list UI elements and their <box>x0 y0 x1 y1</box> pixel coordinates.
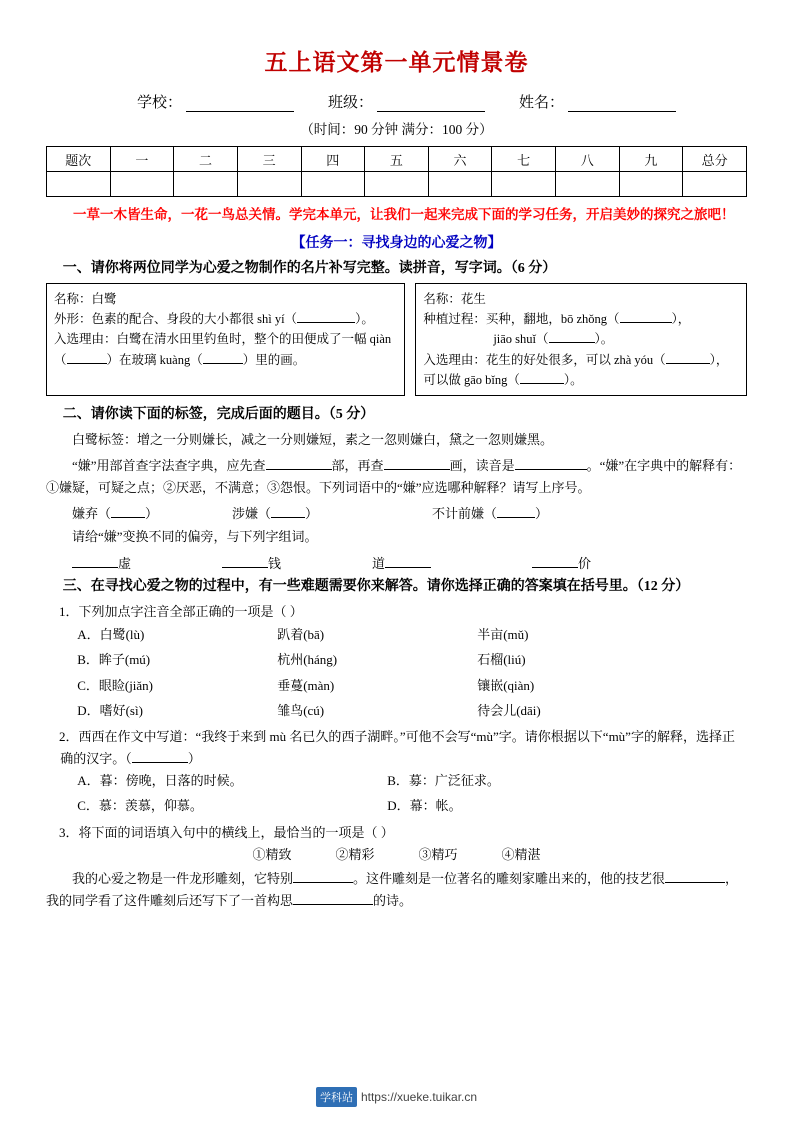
option-d3[interactable]: 待会儿(dāi) <box>477 703 541 719</box>
q3-item3-options <box>46 843 747 868</box>
radical-item: 虚 <box>72 553 222 572</box>
q3-item2-stem: 2．西西在作文中写道：“我终于来到 mù 名已久的西子湖畔。”可他不会写“mù”字。请你根据以下“mù”字的解释，选择正确的汉字。（ ） <box>59 729 735 766</box>
class-field <box>328 91 485 112</box>
school-label: 学校： <box>136 95 182 111</box>
score-header-cell: 五 <box>365 147 429 172</box>
option-d2[interactable]: 雏鸟(cú) <box>277 703 325 719</box>
answer-blank[interactable] <box>203 363 243 364</box>
answer-blank[interactable] <box>132 762 188 763</box>
table-row-headers <box>47 147 747 172</box>
score-value-cell[interactable] <box>110 172 174 197</box>
score-header-cell: 八 <box>556 147 620 172</box>
score-value-cell[interactable] <box>619 172 683 197</box>
score-value-cell[interactable] <box>365 172 429 197</box>
card-name-line: 名称：白鹭 <box>54 291 117 306</box>
question-3-heading: 三、在寻找心爱之物的过程中，有一些难题需要你来解答。请你选择正确的答案填在括号里。（12 分） <box>62 578 690 594</box>
q3-item1-stem: 1．下列加点字注音全部正确的一项是（ ） <box>59 603 303 619</box>
option-b[interactable]: B．募：广泛征求。 <box>387 773 500 789</box>
answer-blank[interactable] <box>222 567 268 568</box>
score-value-cell[interactable] <box>301 172 365 197</box>
site-logo: 学科站 <box>316 1087 357 1107</box>
answer-blank[interactable] <box>532 567 578 568</box>
q3-item1-row <box>46 673 747 698</box>
word-item: 涉嫌（ ） <box>232 506 319 522</box>
option-1[interactable]: ①精致 <box>252 847 292 863</box>
answer-blank[interactable] <box>515 469 587 470</box>
q3-item1-row <box>46 622 747 647</box>
name-card-peanut <box>415 283 747 396</box>
card-shape-line: 外形：色素的配合、身段的大小都很 shì yí（ ）。 <box>54 312 374 327</box>
school-field <box>137 91 294 112</box>
name-label: 姓名： <box>519 95 565 111</box>
q3-item1-row <box>46 698 747 723</box>
answer-blank[interactable] <box>384 469 450 470</box>
word-item: 不计前嫌（ ） <box>432 506 549 522</box>
answer-blank[interactable] <box>385 567 431 568</box>
score-value-cell[interactable] <box>556 172 620 197</box>
intro-notice: 一草一木皆生命，一花一鸟总关情。学完本单元，让我们一起来完成下面的学习任务，开启美妙的探究之旅吧！ <box>73 207 735 222</box>
answer-blank[interactable] <box>549 342 595 343</box>
score-value-cell[interactable] <box>47 172 111 197</box>
option-d[interactable]: D．嗜好(sì) <box>77 703 143 719</box>
school-input[interactable] <box>186 96 294 112</box>
score-value-cell[interactable] <box>683 172 747 197</box>
question-2-heading: 二、请你读下面的标签，完成后面的题目。（5 分） <box>62 407 375 423</box>
answer-blank[interactable] <box>620 322 672 323</box>
name-field <box>519 91 676 112</box>
answer-blank[interactable] <box>72 567 118 568</box>
score-header-cell: 一 <box>110 147 174 172</box>
name-card-egret <box>46 283 405 396</box>
dictionary-question: “嫌”用部首查字法查字典，应先查 部，再查 画，读音是 。“嫌”在字典中的解释有：①嫌疑，可疑之点；②厌恶，不满意；③怨恨。下列词语中的“嫌”应选哪种解释？请写上序号。 <box>46 457 742 495</box>
question-1-heading: 一、请你将两位同学为心爱之物制作的名片补写完整。读拼音，写字词。（6 分） <box>62 260 557 276</box>
answer-blank[interactable] <box>520 383 564 384</box>
table-row-values <box>47 172 747 197</box>
q3-item2-row <box>46 769 747 794</box>
card-process-line: 种植过程：买种，翻地，bō zhǒng（ ）， <box>423 312 691 327</box>
option-2[interactable]: ②精彩 <box>335 847 375 863</box>
option-a[interactable]: A．白鹭(lù) <box>77 627 145 643</box>
answer-blank[interactable] <box>665 882 725 883</box>
option-4[interactable]: ④精湛 <box>501 847 541 863</box>
task-one-heading: 【任务一：寻找身边的心爱之物】 <box>291 235 502 251</box>
word-item: 嫌弃（ ） <box>72 506 159 522</box>
score-header-cell: 题次 <box>47 147 111 172</box>
card-reason-line: 入选理由：白鹭在清水田里钓鱼时，整个的田便成了一幅 qiàn（ ）在玻璃 kuàng（ ）里的画。 <box>54 332 392 367</box>
radical-item: 道 <box>372 553 532 572</box>
card-reason-line: 入选理由：花生的好处很多，可以 zhà yóu（ ），可以做 gāo bǐng（ ）。 <box>423 352 729 387</box>
exam-subtitle: （时间：90 分钟 满分：100 分） <box>300 122 493 137</box>
answer-blank[interactable] <box>271 517 305 518</box>
option-a2[interactable]: 趴着(bā) <box>277 627 325 643</box>
option-d[interactable]: D．幕：帐。 <box>387 797 462 813</box>
answer-blank[interactable] <box>111 517 145 518</box>
answer-blank[interactable] <box>293 904 373 905</box>
score-value-cell[interactable] <box>492 172 556 197</box>
q3-item2-row <box>46 794 747 819</box>
student-meta-row <box>46 91 747 112</box>
option-c[interactable]: C．慕：羡慕，仰慕。 <box>77 797 203 813</box>
q3-item1-row <box>46 647 747 672</box>
class-label: 班级： <box>327 95 373 111</box>
score-header-cell: 九 <box>619 147 683 172</box>
option-a[interactable]: A．暮：傍晚，日落的时候。 <box>77 773 243 789</box>
name-input[interactable] <box>568 96 676 112</box>
score-header-cell: 四 <box>301 147 365 172</box>
score-header-cell: 二 <box>174 147 238 172</box>
class-input[interactable] <box>377 96 485 112</box>
page-title: 五上语文第一单元情景卷 <box>264 50 529 75</box>
q3-item3-passage: 我的心爱之物是一件龙形雕刻，它特别 。这件雕刻是一位著名的雕刻家雕出来的，他的技艺很 ，我的同学看了这件雕刻后还写下了一首构思 的诗。 <box>46 870 739 909</box>
option-b3[interactable]: 石榴(liú) <box>477 652 526 668</box>
score-table <box>46 146 747 197</box>
footer-watermark <box>0 1087 793 1107</box>
q3-item3-stem: 3．将下面的词语填入句中的横线上，最恰当的一项是（ ） <box>59 824 394 840</box>
option-c2[interactable]: 垂蔓(màn) <box>277 677 335 693</box>
radical-answer-row <box>46 553 747 572</box>
option-c[interactable]: C．眼睑(jiǎn) <box>77 677 154 693</box>
score-header-cell: 三 <box>237 147 301 172</box>
word-meaning-row <box>46 503 747 522</box>
option-b2[interactable]: 杭州(háng) <box>277 652 338 668</box>
score-header-cell: 总分 <box>683 147 747 172</box>
answer-blank[interactable] <box>666 363 710 364</box>
answer-blank[interactable] <box>497 517 535 518</box>
card-name-line: 名称：花生 <box>423 291 486 306</box>
answer-blank[interactable] <box>266 469 332 470</box>
radical-item: 价 <box>532 553 591 572</box>
score-value-cell[interactable] <box>174 172 238 197</box>
score-value-cell[interactable] <box>237 172 301 197</box>
score-header-cell: 六 <box>428 147 492 172</box>
answer-blank[interactable] <box>67 363 107 364</box>
option-b[interactable]: B．眸子(mú) <box>77 652 151 668</box>
radical-instruction: 请给“嫌”变换不同的偏旁，与下列字组词。 <box>72 529 318 545</box>
name-card-group <box>46 283 747 396</box>
score-value-cell[interactable] <box>428 172 492 197</box>
site-url: https://xueke.tuikar.cn <box>360 1090 478 1104</box>
card-process-line-2: jiāo shuǐ（ ）。 <box>493 332 614 347</box>
radical-item: 钱 <box>222 553 372 572</box>
answer-blank[interactable] <box>297 322 355 323</box>
option-a3[interactable]: 半亩(mǔ) <box>477 627 529 643</box>
answer-blank[interactable] <box>293 882 353 883</box>
option-3[interactable]: ③精巧 <box>418 847 458 863</box>
option-c3[interactable]: 镶嵌(qiàn) <box>477 677 535 693</box>
score-header-cell: 七 <box>492 147 556 172</box>
egret-label-text: 白鹭标签：增之一分则嫌长，减之一分则嫌短，素之一忽则嫌白，黛之一忽则嫌黑。 <box>72 432 554 448</box>
